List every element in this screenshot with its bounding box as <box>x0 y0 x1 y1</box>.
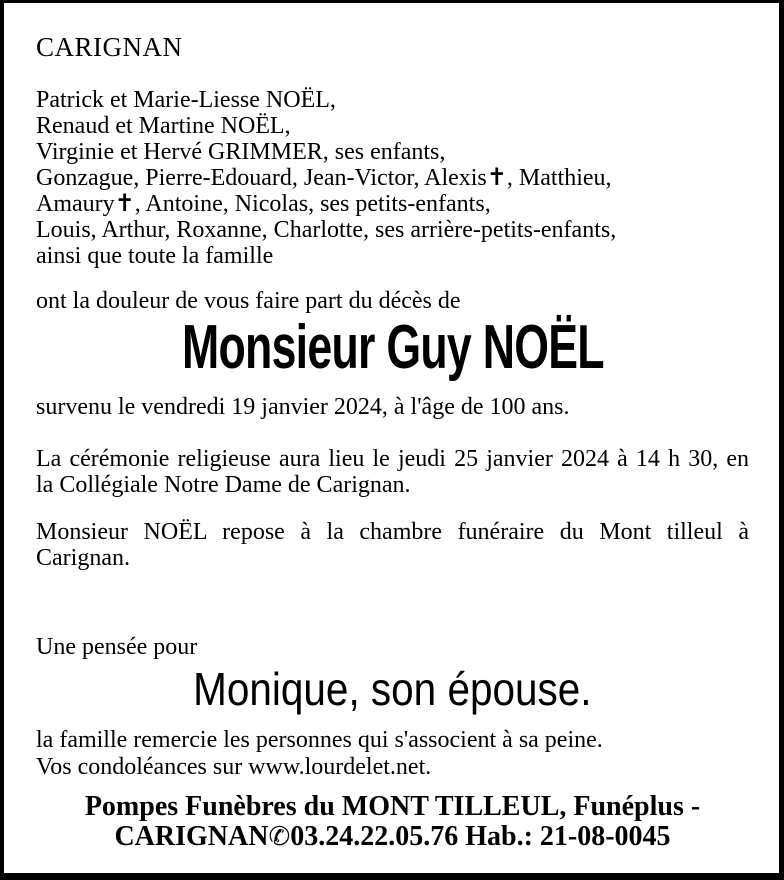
family-line: Amaury✝, Antoine, Nicolas, ses petits-enfants, <box>36 191 491 217</box>
repose-line-2: Carignan. <box>36 545 130 571</box>
deceased-name-text: Monsieur Guy NOËL <box>181 313 604 382</box>
repose-paragraph <box>36 519 749 571</box>
condolences-website-line: Vos condoléances sur www.lourdelet.net. <box>36 754 432 780</box>
funeral-home-footer <box>36 792 749 852</box>
thanks-paragraph <box>36 727 749 781</box>
ceremony-line-1: La cérémonie religieuse aura lieu le jeudi 25 janvier 2024 à 14 h 30, en <box>36 446 749 472</box>
funeral-home-license: Hab.: 21-08-0045 <box>465 821 671 852</box>
death-date-line: survenu le vendredi 19 janvier 2024, à l'âge de 100 ans. <box>36 394 570 420</box>
ceremony-line-2: la Collégiale Notre Dame de Carignan. <box>36 472 411 498</box>
city-heading: CARIGNAN <box>36 32 183 62</box>
phone-icon: ✆ <box>268 822 291 852</box>
tribute-dedication <box>36 665 749 713</box>
funeral-home-phone: 03.24.22.05.76 <box>290 821 459 852</box>
funeral-home-contact <box>36 822 749 852</box>
funeral-home-city: CARIGNAN <box>114 821 269 852</box>
thanks-line-1: la famille remercie les personnes qui s'associent à sa peine. <box>36 727 603 753</box>
announcement-text: ont la douleur de vous faire part du décès de <box>36 288 461 314</box>
family-line: Renaud et Martine NOËL, <box>36 113 291 139</box>
deceased-name-title <box>36 313 749 382</box>
family-line: Patrick et Marie-Liesse NOËL, <box>36 87 336 113</box>
funeral-home-name: Pompes Funèbres du MONT TILLEUL, Funéplus - <box>84 791 701 822</box>
family-line: ainsi que toute la famille <box>36 243 274 269</box>
repose-line-1: Monsieur NOËL repose à la chambre funéraire du Mont tilleul à <box>36 519 749 545</box>
family-line: Gonzague, Pierre-Edouard, Jean-Victor, Alexis✝, Matthieu, <box>36 165 612 191</box>
tribute-intro-text: Une pensée pour <box>36 634 198 660</box>
tribute-dedication-text: Monique, son épouse. <box>193 663 592 715</box>
family-line: Virginie et Hervé GRIMMER, ses enfants, <box>36 139 446 165</box>
family-names-list <box>36 87 749 269</box>
family-line: Louis, Arthur, Roxanne, Charlotte, ses arrière-petits-enfants, <box>36 217 617 243</box>
ceremony-paragraph <box>36 446 749 498</box>
